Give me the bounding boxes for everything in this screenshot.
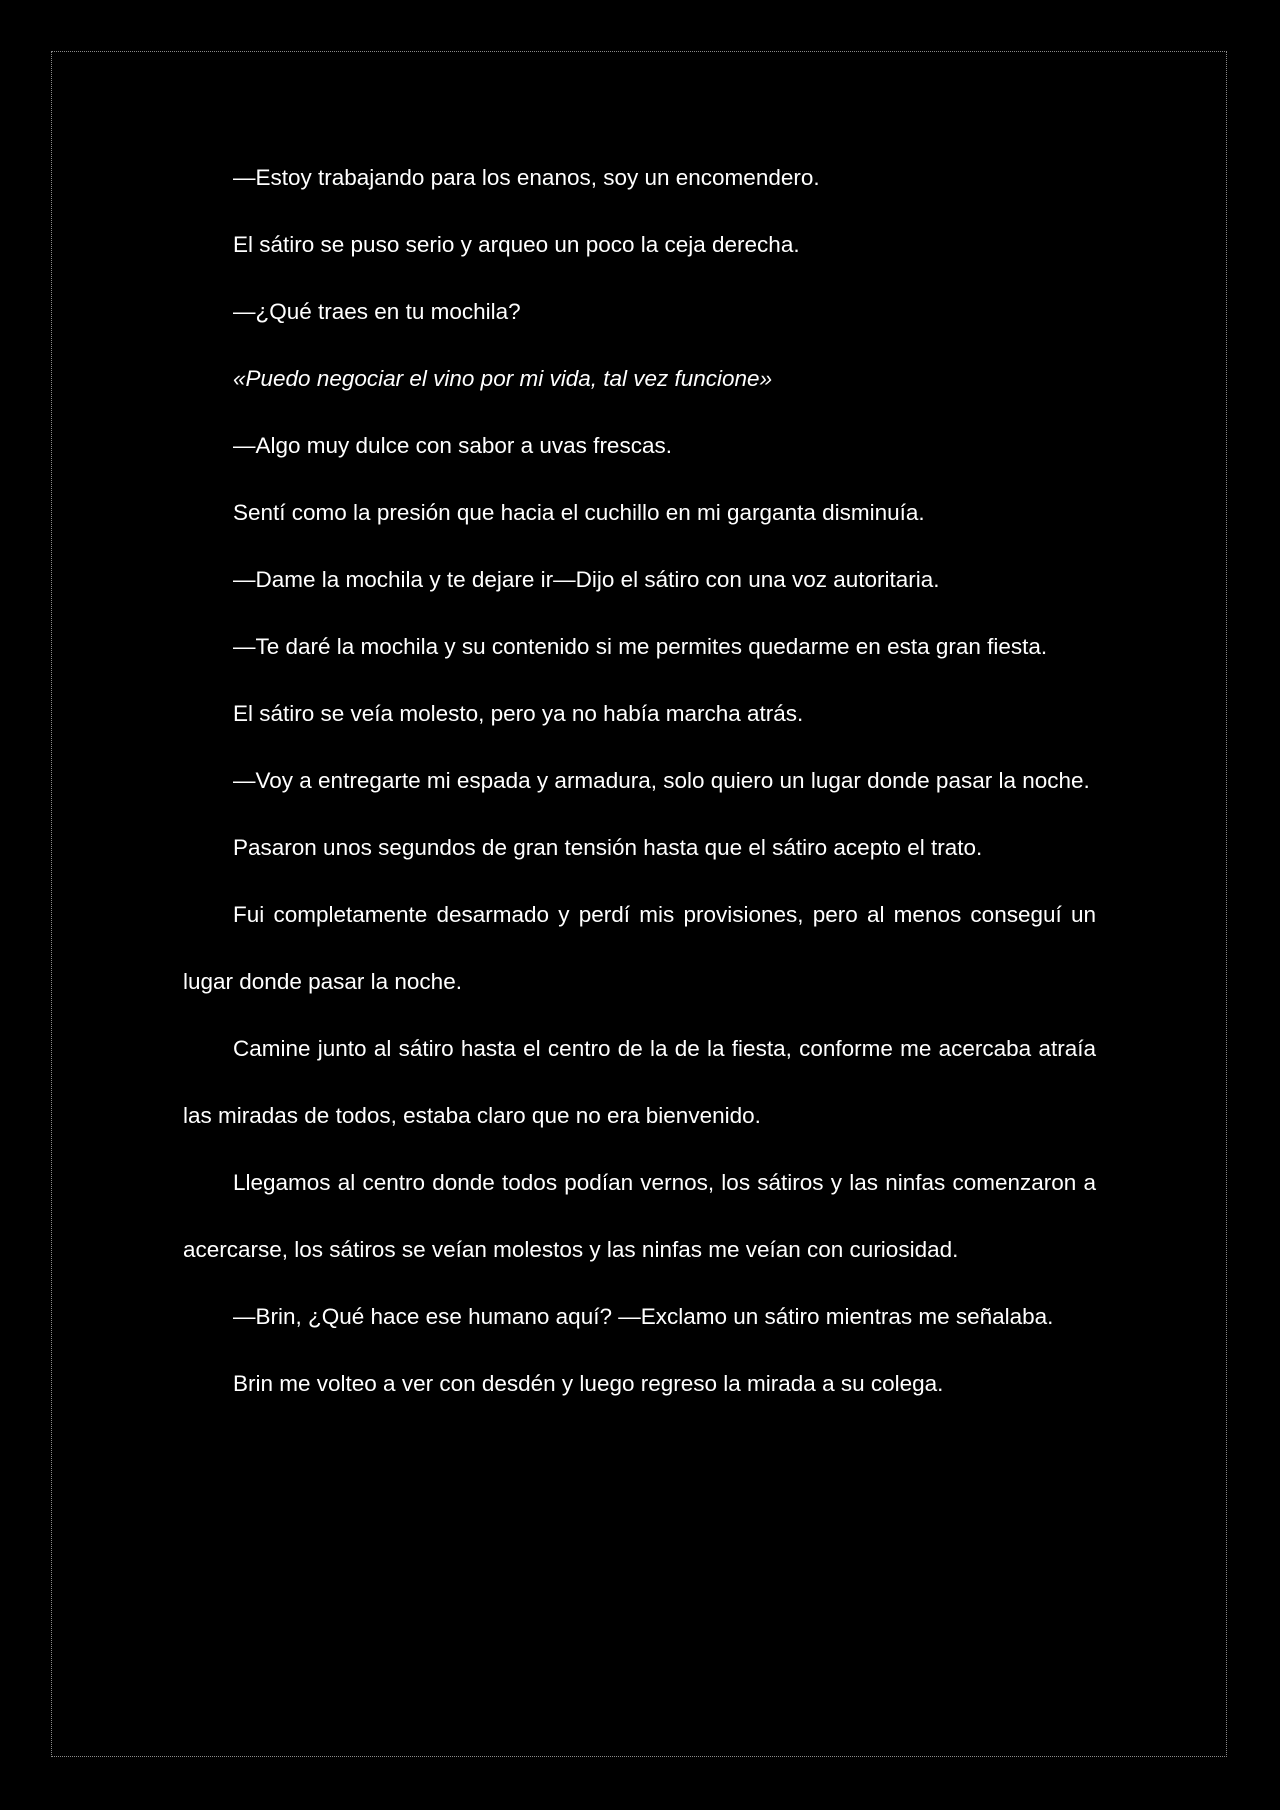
paragraph: —Estoy trabajando para los enanos, soy un encomendero. bbox=[233, 165, 820, 190]
document-body bbox=[183, 144, 1096, 1417]
paragraph: El sátiro se puso serio y arqueo un poco la ceja derecha. bbox=[233, 232, 800, 257]
paragraph: —¿Qué traes en tu mochila? bbox=[233, 299, 521, 324]
paragraph: El sátiro se veía molesto, pero ya no había marcha atrás. bbox=[233, 701, 804, 726]
paragraph: —Te daré la mochila y su contenido si me permites quedarme en esta gran fiesta. bbox=[233, 634, 1048, 659]
paragraph: Fui completamente desarmado y perdí mis provisiones, pero al menos conseguí un lugar donde pasar la noche. bbox=[183, 902, 1096, 994]
paragraph: Llegamos al centro donde todos podían vernos, los sátiros y las ninfas comenzaron a acercarse, los sátiros se veían molestos y las ninfas me veían con curiosidad. bbox=[183, 1170, 1096, 1262]
paragraph: Pasaron unos segundos de gran tensión hasta que el sátiro acepto el trato. bbox=[233, 835, 983, 860]
paragraph-thought: «Puedo negociar el vino por mi vida, tal vez funcione» bbox=[233, 366, 773, 391]
paragraph: —Dame la mochila y te dejare ir—Dijo el sátiro con una voz autoritaria. bbox=[233, 567, 940, 592]
paragraph: —Voy a entregarte mi espada y armadura, solo quiero un lugar donde pasar la noche. bbox=[233, 768, 1090, 793]
paragraph: —Algo muy dulce con sabor a uvas frescas. bbox=[233, 433, 672, 458]
paragraph: —Brin, ¿Qué hace ese humano aquí? —Exclamo un sátiro mientras me señalaba. bbox=[233, 1304, 1054, 1329]
paragraph: Camine junto al sátiro hasta el centro de la de la fiesta, conforme me acercaba atraía las miradas de todos, estaba claro que no era bienvenido. bbox=[183, 1036, 1096, 1128]
paragraph: Brin me volteo a ver con desdén y luego regreso la mirada a su colega. bbox=[233, 1371, 944, 1396]
paragraph: Sentí como la presión que hacia el cuchillo en mi garganta disminuía. bbox=[233, 500, 925, 525]
